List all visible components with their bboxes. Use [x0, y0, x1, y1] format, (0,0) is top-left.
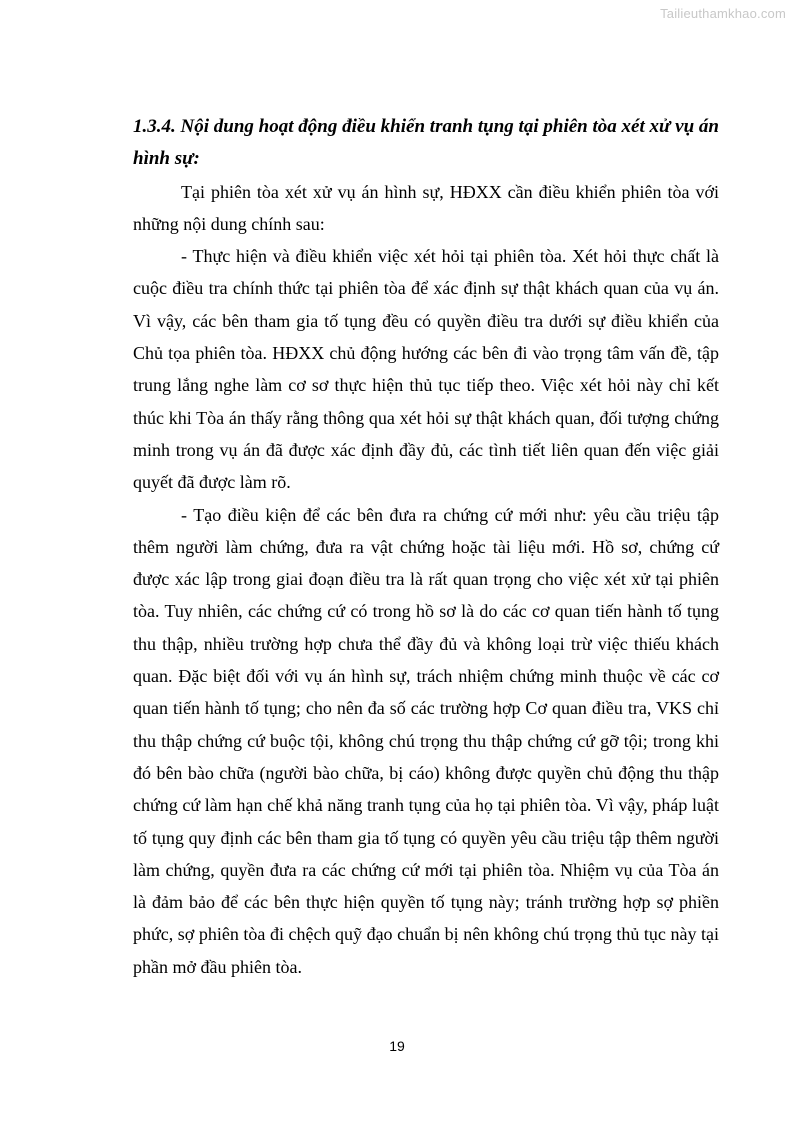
paragraph-new-evidence: - Tạo điều kiện để các bên đưa ra chứng cứ mới như: yêu cầu triệu tập thêm người làm chứng, đưa ra vật chứng hoặc tài liệu mới. Hồ sơ, chứng cứ được xác lập trong giai đoạn điều tra là rất quan trọng cho việc xét xử tại phiên tòa. Tuy nhiên, các chứng cứ có trong hồ sơ là do các cơ quan tiến hành tố tụng thu thập, nhiều trường hợp chưa thể đầy đủ và không loại trừ việc thiếu khách quan. Đặc biệt đối với vụ án hình sự, trách nhiệm chứng minh thuộc về các cơ quan tiến hành tố tụng; cho nên đa số các trường hợp Cơ quan điều tra, VKS chỉ thu thập chứng cứ buộc tội, không chú trọng thu thập chứng cứ gỡ tội; trong khi đó bên bào chữa (người bào chữa, bị cáo) không được quyền chủ động thu thập chứng cứ làm hạn chế khả năng tranh tụng của họ tại phiên tòa. Vì vậy, pháp luật tố tụng quy định các bên tham gia tố tụng có quyền yêu cầu triệu tập thêm người làm chứng, quyền đưa ra các chứng cứ mới tại phiên tòa. Nhiệm vụ của Tòa án là đảm bảo để các bên thực hiện quyền tố tụng này; tránh trường hợp sợ phiền phức, sợ phiên tòa đi chệch quỹ đạo chuẩn bị nên không chú trọng thủ tục này tại phần mở đầu phiên tòa.	[133, 504, 719, 977]
paragraph-examination: - Thực hiện và điều khiển việc xét hỏi tại phiên tòa. Xét hỏi thực chất là cuộc điều tra chính thức tại phiên tòa để xác định sự thật khách quan của vụ án. Vì vậy, các bên tham gia tố tụng đều có quyền điều tra dưới sự điều khiển của Chủ tọa phiên tòa. HĐXX chủ động hướng các bên đi vào trọng tâm vấn đề, tập trung lắng nghe làm cơ sơ thực hiện thủ tục tiếp theo. Việc xét hỏi này chỉ kết thúc khi Tòa án thấy rằng thông qua xét hỏi sự thật khách quan, đối tượng chứng minh trong vụ án đã được xác định đầy đủ, các tình tiết liên quan đến việc giải quyết đã được làm rõ.	[133, 246, 719, 493]
page-number: 19	[389, 1038, 405, 1054]
paragraph-intro: Tại phiên tòa xét xử vụ án hình sự, HĐXX cần điều khiển phiên tòa với những nội dung chính sau:	[133, 181, 719, 234]
watermark: Tailieuthamkhao.com	[660, 6, 786, 21]
document-body	[133, 111, 719, 983]
section-heading: 1.3.4. Nội dung hoạt động điều khiển tranh tụng tại phiên tòa xét xử vụ án hình sự:	[133, 116, 719, 170]
